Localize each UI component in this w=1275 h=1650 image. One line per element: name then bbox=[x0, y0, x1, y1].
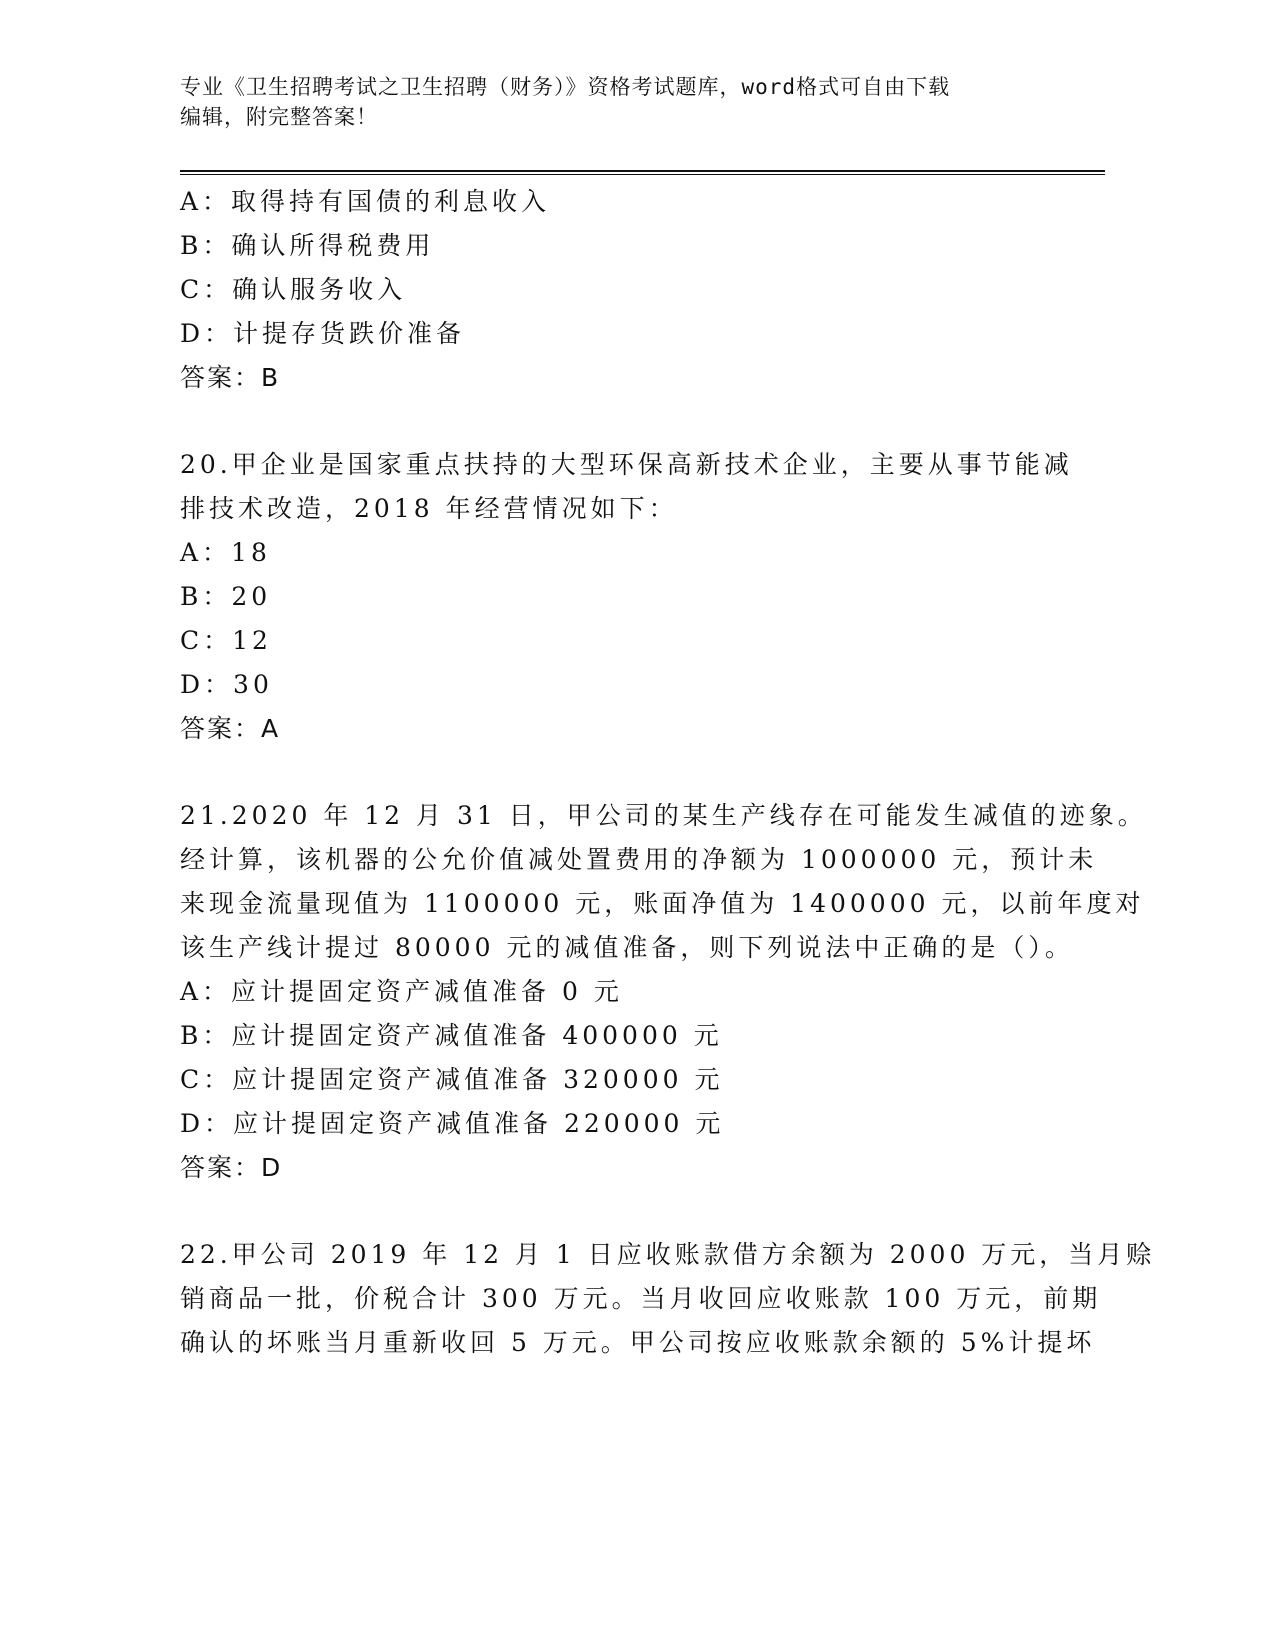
question-stem-line: 销商品一批，价税合计 300 万元。当月收回应收账款 100 万元，前期 bbox=[180, 1284, 1102, 1313]
question-stem-line: 经计算，该机器的公允价值减处置费用的净额为 1000000 元，预计未 bbox=[180, 845, 1098, 874]
page-header bbox=[180, 72, 1050, 132]
option-d: D：计提存货跌价准备 bbox=[180, 319, 466, 348]
question-block bbox=[180, 794, 1147, 1190]
option-c: C：12 bbox=[180, 626, 272, 655]
option-a: A：取得持有国债的利息收入 bbox=[180, 187, 551, 216]
question-stem-line: 20.甲企业是国家重点扶持的大型环保高新技术企业，主要从事节能减 bbox=[180, 450, 1073, 479]
question-stem-line: 排技术改造，2018 年经营情况如下： bbox=[180, 494, 678, 523]
option-b: B：确认所得税费用 bbox=[180, 231, 435, 260]
option-b: B：应计提固定资产减值准备 400000 元 bbox=[180, 1021, 723, 1050]
question-block bbox=[180, 180, 1080, 400]
answer-line: 答案：D bbox=[180, 1153, 283, 1182]
option-a: A：应计提固定资产减值准备 0 元 bbox=[180, 977, 623, 1006]
question-stem-line: 22.甲公司 2019 年 12 月 1 日应收账款借方余额为 2000 万元，当月赊 bbox=[180, 1240, 1156, 1269]
option-a: A：18 bbox=[180, 538, 271, 567]
header-divider bbox=[180, 170, 1105, 175]
option-c: C：应计提固定资产减值准备 320000 元 bbox=[180, 1065, 724, 1094]
question-stem-line: 21.2020 年 12 月 31 日，甲公司的某生产线存在可能发生减值的迹象。 bbox=[180, 801, 1147, 830]
question-stem-line: 确认的坏账当月重新收回 5 万元。甲公司按应收账款余额的 5%计提坏 bbox=[180, 1328, 1096, 1357]
option-d: D：应计提固定资产减值准备 220000 元 bbox=[180, 1109, 725, 1138]
answer-line: 答案：A bbox=[180, 714, 281, 743]
question-stem-line: 来现金流量现值为 1100000 元，账面净值为 1400000 元，以前年度对 bbox=[180, 889, 1145, 918]
header-line: 编辑，附完整答案！ bbox=[180, 105, 378, 129]
option-b: B：20 bbox=[180, 582, 272, 611]
question-block bbox=[180, 443, 1080, 751]
answer-line: 答案：B bbox=[180, 363, 281, 392]
option-d: D：30 bbox=[180, 670, 273, 699]
question-list bbox=[180, 180, 1156, 1365]
option-c: C：确认服务收入 bbox=[180, 275, 407, 304]
question-block bbox=[180, 1233, 1156, 1365]
header-line: 专业《卫生招聘考试之卫生招聘（财务）》资格考试题库，word格式可自由下载 bbox=[180, 75, 951, 99]
question-stem-line: 该生产线计提过 80000 元的减值准备，则下列说法中正确的是（）。 bbox=[180, 933, 1074, 962]
